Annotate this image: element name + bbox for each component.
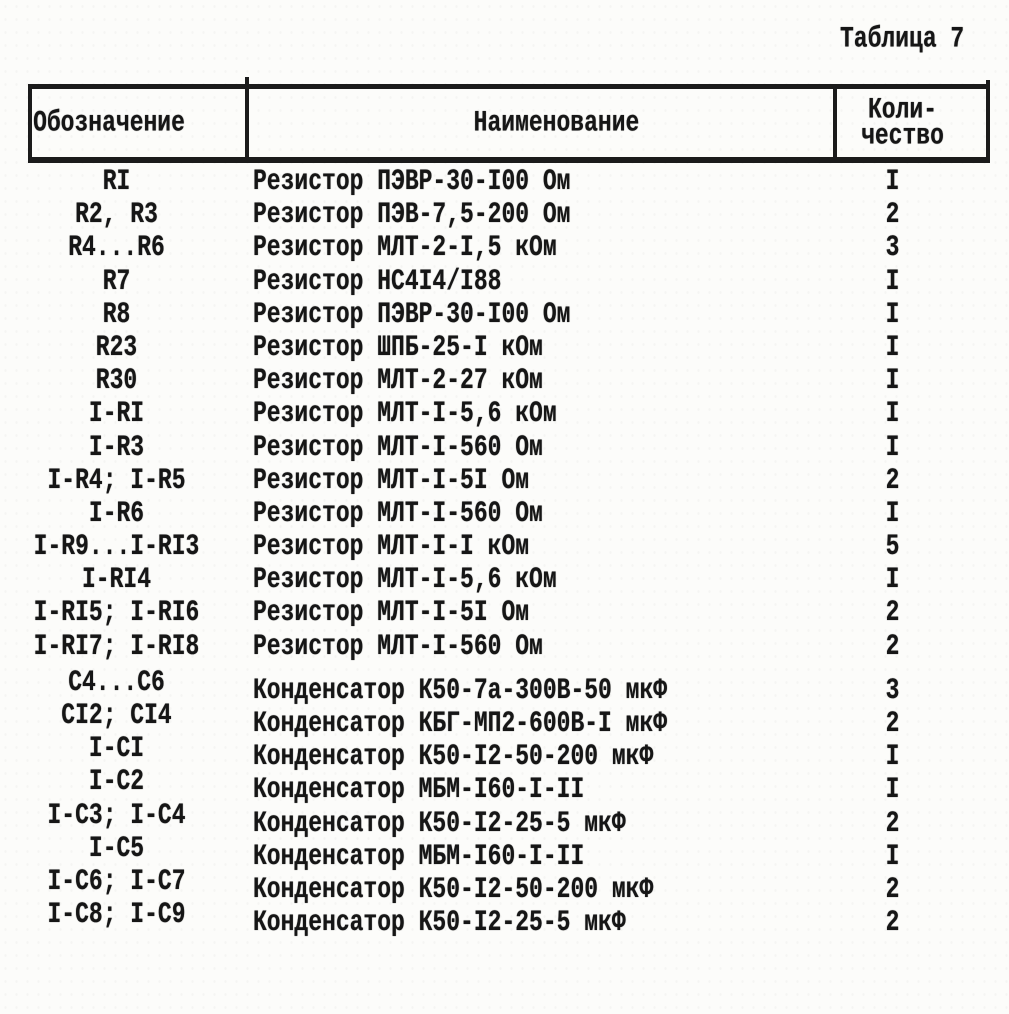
designation-cell-text: I-RI [88, 396, 145, 431]
quantity-cell-text: 2 [885, 905, 900, 940]
name-cell-text: Конденсатор К50-7а-300В-50 мкФ [253, 673, 668, 708]
quantity-cell [833, 531, 990, 564]
designation-cell-text: R8 [102, 297, 131, 331]
designation-cell-text: RI [102, 164, 131, 199]
designation-cell-text: I-R9...I-RI3 [33, 529, 200, 564]
quantity-cell-text: I [885, 164, 900, 199]
designation-cell-text: I-R4; I-R5 [47, 463, 186, 497]
quantity-cell-text: 2 [885, 629, 900, 663]
quantity-cell-text: I [885, 772, 900, 807]
name-cell-text: Конденсатор К50-I2-50-200 мкФ [253, 739, 654, 774]
name-cell-text: Резистор МЛТ-2-I,5 кОм [253, 230, 557, 265]
designation-cell-text: I-C8; I-C9 [47, 897, 186, 932]
quantity-cell [833, 365, 990, 398]
quantity-cell-text: 2 [885, 197, 900, 232]
name-cell-text: Резистор МЛТ-I-5I Ом [253, 595, 530, 630]
name-cell [245, 631, 833, 664]
quantity-cell-text: I [885, 263, 900, 298]
quantity-cell [833, 199, 990, 232]
quantity-cell [833, 232, 990, 265]
designation-cell-text: I-RI5; I-RI6 [33, 595, 200, 630]
quantity-cell-text: 2 [885, 872, 900, 907]
name-cell-text: Резистор МЛТ-I-560 Ом [253, 429, 543, 464]
quantity-cell [833, 398, 990, 431]
designation-cell-text: I-CI [88, 731, 145, 766]
name-cell-text: Резистор МЛТ-I-5,6 кОм [253, 396, 557, 431]
name-cell-text: Резистор МЛТ-2-27 кОм [253, 363, 543, 398]
name-cell-text: Резистор МЛТ-I-560 Ом [253, 629, 543, 663]
table-header [28, 84, 990, 163]
quantity-cell-text: 3 [885, 673, 900, 708]
designation-cell-text: I-C5 [88, 831, 145, 865]
name-cell-text: Резистор НС4I4/I88 [253, 263, 502, 298]
designation-cell-text: C4...C6 [68, 665, 165, 700]
table-body [28, 166, 990, 940]
name-cell-text: Конденсатор МБМ-I60-I-II [253, 839, 585, 873]
quantity-cell [833, 741, 990, 774]
quantity-cell [833, 498, 990, 531]
name-cell-text: Конденсатор К50-I2-25-5 мкФ [253, 905, 626, 940]
designation-cell-text: I-R3 [88, 429, 145, 464]
table-section-capacitors [28, 665, 990, 941]
quantity-cell [833, 332, 990, 365]
name-cell [245, 907, 833, 940]
header-designation [28, 89, 245, 157]
table-row [28, 897, 990, 940]
name-cell-text: Конденсатор К50-I2-25-5 мкФ [253, 805, 626, 840]
designation-cell-text: R4...R6 [68, 230, 165, 265]
designation-cell [28, 263, 245, 299]
designation-cell-text: R30 [95, 363, 138, 398]
quantity-cell-text: I [885, 429, 900, 464]
header-name-label: Наименование [473, 105, 640, 140]
quantity-cell [833, 166, 990, 199]
designation-cell-text: I-RI4 [81, 562, 151, 597]
quantity-cell [833, 429, 990, 465]
designation-cell [28, 899, 245, 932]
quantity-cell [833, 299, 990, 332]
designation-cell-text: CI2; CI4 [61, 698, 172, 733]
name-cell-text: Конденсатор К50-I2-50-200 мкФ [253, 872, 654, 907]
quantity-cell [833, 564, 990, 597]
header-quantity-line2: чество [861, 118, 944, 153]
header-designation-label: Обозначение [33, 105, 185, 140]
header-quantity [833, 89, 990, 157]
quantity-cell [833, 631, 990, 664]
name-cell-text: Резистор МЛТ-I-5,6 кОм [253, 562, 557, 597]
quantity-cell [833, 708, 990, 741]
quantity-cell [833, 675, 990, 708]
quantity-cell [833, 597, 990, 630]
designation-cell [28, 232, 245, 265]
name-cell-text: Конденсатор КБГ-МП2-600В-I мкФ [253, 706, 668, 741]
designation-cell-text: I-C3; I-C4 [47, 797, 186, 832]
name-cell-text: Резистор МЛТ-I-5I Ом [253, 463, 530, 497]
designation-cell-text: R7 [102, 263, 131, 298]
designation-cell-text: R2, R3 [75, 197, 158, 232]
designation-cell [28, 631, 245, 664]
name-cell-text: Резистор ПЭВ-7,5-200 Ом [253, 197, 571, 232]
name-cell-text: Резистор МЛТ-I-560 Ом [253, 496, 543, 531]
header-quantity-line1: Коли- [867, 92, 937, 127]
name-cell-text: Резистор ПЭВР-30-I00 Ом [253, 164, 571, 199]
header-name [245, 89, 833, 157]
name-cell-text: Резистор МЛТ-I-I кОм [253, 529, 530, 564]
name-cell-text: Резистор ШПБ-25-I кОм [253, 330, 543, 365]
quantity-cell [833, 907, 990, 940]
name-cell-text: Конденсатор МБМ-I60-I-II [253, 772, 585, 807]
table-caption [840, 21, 980, 56]
quantity-cell-text: 2 [885, 706, 900, 741]
designation-cell-text: I-RI7; I-RI8 [33, 629, 200, 663]
quantity-cell [833, 874, 990, 907]
quantity-cell-text: 5 [885, 529, 900, 564]
quantity-cell-text: 3 [885, 230, 900, 265]
quantity-cell-text: I [885, 363, 900, 398]
quantity-cell-text: I [885, 739, 900, 774]
quantity-cell-text: I [885, 396, 900, 431]
quantity-cell [833, 465, 990, 498]
designation-cell-text: R23 [95, 330, 138, 365]
quantity-cell-text: I [885, 297, 900, 331]
table-section-resistors [28, 166, 990, 664]
designation-cell-text: I-C6; I-C7 [47, 864, 186, 899]
designation-cell-text: I-R6 [88, 496, 145, 531]
quantity-cell-text: I [885, 562, 900, 597]
quantity-cell-text: I [885, 839, 900, 873]
name-cell-text: Резистор ПЭВР-30-I00 Ом [253, 297, 571, 331]
quantity-cell [833, 841, 990, 874]
quantity-cell-text: I [885, 330, 900, 365]
quantity-cell-text: 2 [885, 805, 900, 840]
designation-cell-text: I-C2 [88, 764, 145, 799]
quantity-cell-text: 2 [885, 463, 900, 497]
table-row [28, 232, 990, 265]
quantity-cell [833, 263, 990, 299]
quantity-cell-text: I [885, 496, 900, 531]
quantity-cell [833, 774, 990, 807]
quantity-cell [833, 805, 990, 841]
quantity-cell-text: 2 [885, 595, 900, 630]
table-caption-text: Таблица 7 [840, 21, 965, 56]
table-row [28, 631, 990, 664]
